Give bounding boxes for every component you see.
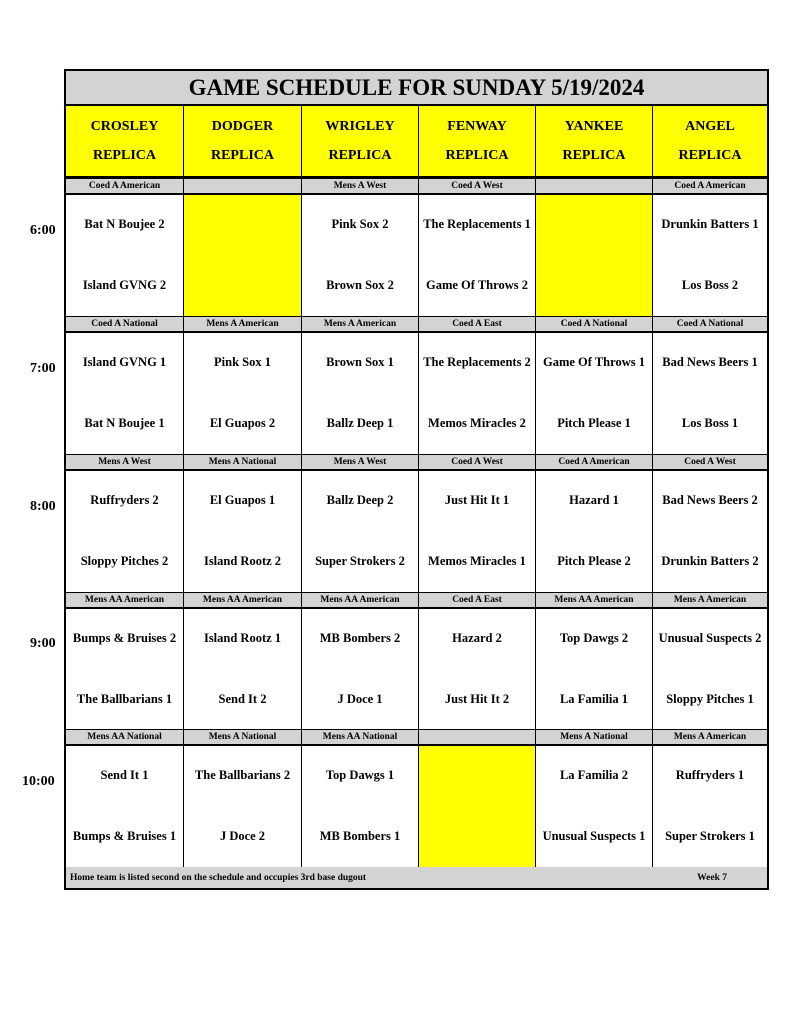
field-header-row <box>66 106 767 178</box>
away-team: Bat N Boujee 2 <box>84 217 165 232</box>
field-sub: REPLICA <box>678 147 742 163</box>
away-team: Pink Sox 2 <box>331 217 389 232</box>
away-team: Bad News Beers 2 <box>662 493 758 508</box>
home-team <box>536 256 652 317</box>
game-cell <box>66 195 183 316</box>
home-team: Bumps & Bruises 1 <box>72 828 177 843</box>
division-label: Coed A West <box>419 455 535 469</box>
home-team: Drunkin Batters 2 <box>661 553 759 568</box>
home-team: Brown Sox 2 <box>326 277 394 292</box>
home-team <box>184 256 301 317</box>
division-label: Mens A National <box>536 730 652 744</box>
game-cell <box>536 333 652 454</box>
home-team: Bat N Boujee 1 <box>84 415 165 430</box>
home-team: J Doce 2 <box>219 828 266 843</box>
division-label: Mens A West <box>302 179 418 193</box>
game-cell <box>184 609 301 730</box>
away-team: The Replacements 1 <box>423 217 531 232</box>
division-label: Mens A American <box>184 317 301 331</box>
division-label: Mens AA American <box>536 593 652 607</box>
home-team: Pitch Please 1 <box>557 415 631 430</box>
game-cell <box>653 333 767 454</box>
division-label: Coed A West <box>419 179 535 193</box>
game-cell <box>653 609 767 730</box>
division-label: Mens AA National <box>302 730 418 744</box>
home-team: Super Strokers 2 <box>315 553 405 568</box>
away-team: Hazard 2 <box>452 631 502 646</box>
division-row <box>66 592 767 608</box>
division-label: Mens AA American <box>184 593 301 607</box>
home-team: Unusual Suspects 1 <box>542 828 646 843</box>
game-cell <box>66 471 183 592</box>
game-cell <box>66 746 183 867</box>
game-cell <box>419 333 535 454</box>
game-cell <box>536 746 652 867</box>
division-label: Mens AA American <box>66 593 183 607</box>
away-team: Hazard 1 <box>569 493 619 508</box>
division-row <box>66 729 767 745</box>
division-row <box>66 178 767 194</box>
game-cell <box>184 746 301 867</box>
game-cell <box>419 746 535 867</box>
home-team: Pitch Please 2 <box>557 553 631 568</box>
home-team: Memos Miracles 2 <box>428 415 526 430</box>
field-name: DODGER <box>211 118 274 134</box>
game-cell <box>419 195 535 316</box>
division-label: Mens A National <box>184 730 301 744</box>
game-cell <box>536 471 652 592</box>
away-team: Ruffryders 2 <box>90 493 159 508</box>
home-team: Los Boss 2 <box>681 277 739 292</box>
home-team: MB Bombers 1 <box>319 828 401 843</box>
home-team: J Doce 1 <box>337 691 383 706</box>
game-cell <box>302 746 418 867</box>
time-label: 9:00 <box>30 636 56 651</box>
field-header <box>184 106 301 176</box>
footer-note: Home team is listed second on the schedule and occupies 3rd base dugout <box>70 872 367 883</box>
schedule-sheet <box>64 69 769 890</box>
page-title: GAME SCHEDULE FOR SUNDAY 5/19/2024 <box>66 71 767 106</box>
home-team: Ballz Deep 1 <box>326 415 394 430</box>
division-label: Mens A West <box>66 455 183 469</box>
away-team: Pink Sox 1 <box>214 355 271 370</box>
away-team: Island Rootz 1 <box>203 631 282 646</box>
away-team: Ruffryders 1 <box>675 768 745 783</box>
away-team: Brown Sox 1 <box>326 355 394 370</box>
division-label: Mens A West <box>302 455 418 469</box>
game-cell <box>536 609 652 730</box>
home-team: Sloppy Pitches 1 <box>666 691 754 706</box>
away-team: Island GVNG 1 <box>82 355 167 370</box>
division-label: Coed A National <box>536 317 652 331</box>
division-label: Coed A American <box>653 179 767 193</box>
game-cell <box>302 609 418 730</box>
home-team: The Ballbarians 1 <box>76 691 173 706</box>
home-team: Island GVNG 2 <box>82 277 167 292</box>
away-team: Send It 1 <box>100 768 149 783</box>
division-label: Coed A East <box>419 317 535 331</box>
division-row <box>66 454 767 470</box>
division-label: Mens AA American <box>302 593 418 607</box>
division-label: Coed A American <box>536 455 652 469</box>
footer <box>66 865 767 888</box>
division-label <box>419 730 535 744</box>
home-team <box>419 807 535 868</box>
home-team: Just Hit It 2 <box>444 691 510 706</box>
division-label: Mens A National <box>184 455 301 469</box>
field-name: CROSLEY <box>90 118 159 134</box>
field-header <box>419 106 535 176</box>
division-label: Coed A American <box>66 179 183 193</box>
time-label: 6:00 <box>30 223 56 238</box>
field-name: FENWAY <box>447 118 507 134</box>
away-team: La Familia 2 <box>559 768 629 783</box>
game-cell <box>653 746 767 867</box>
away-team: Top Dawgs 1 <box>325 768 395 783</box>
away-team: Top Dawgs 2 <box>559 631 629 646</box>
game-cell <box>184 195 301 316</box>
home-team: Memos Miracles 1 <box>428 553 526 568</box>
away-team: Game Of Throws 1 <box>543 355 645 370</box>
away-team: Bad News Beers 1 <box>662 355 758 370</box>
division-label: Coed A National <box>653 317 767 331</box>
field-header <box>302 106 418 176</box>
division-label: Coed A National <box>66 317 183 331</box>
game-cell <box>66 333 183 454</box>
field-name: YANKEE <box>564 118 624 134</box>
game-cell <box>184 333 301 454</box>
game-cell <box>302 195 418 316</box>
time-label: 7:00 <box>30 361 56 376</box>
away-team: The Ballbarians 2 <box>194 768 291 783</box>
away-team: Unusual Suspects 2 <box>658 631 762 646</box>
home-team: Game Of Throws 2 <box>426 277 528 292</box>
away-team: The Replacements 2 <box>423 355 531 370</box>
away-team <box>419 746 535 807</box>
game-cell <box>536 195 652 316</box>
division-label: Coed A West <box>653 455 767 469</box>
field-sub: REPLICA <box>562 147 626 163</box>
time-label: 8:00 <box>30 499 56 514</box>
field-header <box>66 106 183 176</box>
division-label: Mens A American <box>653 593 767 607</box>
field-sub: REPLICA <box>445 147 509 163</box>
game-cell <box>419 609 535 730</box>
away-team: Drunkin Batters 1 <box>661 217 759 232</box>
game-cell <box>419 471 535 592</box>
home-team: Super Strokers 1 <box>665 828 755 843</box>
field-header <box>653 106 767 176</box>
home-team: La Familia 1 <box>559 691 629 706</box>
division-label <box>184 179 301 193</box>
home-team: Island Rootz 2 <box>203 553 282 568</box>
away-team: MB Bombers 2 <box>319 631 401 646</box>
division-label <box>536 179 652 193</box>
away-team: Bumps & Bruises 2 <box>72 631 177 646</box>
game-cell <box>66 609 183 730</box>
field-sub: REPLICA <box>92 147 156 163</box>
game-cell <box>302 471 418 592</box>
home-team: Los Boss 1 <box>681 415 739 430</box>
game-cell <box>184 471 301 592</box>
away-team <box>184 195 301 256</box>
away-team <box>536 195 652 256</box>
away-team: Just Hit It 1 <box>444 493 510 508</box>
home-team: Sloppy Pitches 2 <box>80 553 169 568</box>
away-team: El Guapos 1 <box>209 493 276 508</box>
game-cell <box>653 471 767 592</box>
field-name: ANGEL <box>685 118 735 134</box>
division-label: Mens AA National <box>66 730 183 744</box>
field-name: WRIGLEY <box>325 118 395 134</box>
time-label: 10:00 <box>22 774 55 789</box>
division-label: Coed A East <box>419 593 535 607</box>
week-label: Week 7 <box>697 872 727 883</box>
field-sub: REPLICA <box>328 147 392 163</box>
away-team: Ballz Deep 2 <box>326 493 394 508</box>
field-sub: REPLICA <box>210 147 274 163</box>
home-team: El Guapos 2 <box>209 415 276 430</box>
game-cell <box>302 333 418 454</box>
field-header <box>536 106 652 176</box>
division-row <box>66 316 767 332</box>
division-label: Mens A American <box>302 317 418 331</box>
home-team: Send It 2 <box>218 691 267 706</box>
division-label: Mens A American <box>653 730 767 744</box>
game-cell <box>653 195 767 316</box>
